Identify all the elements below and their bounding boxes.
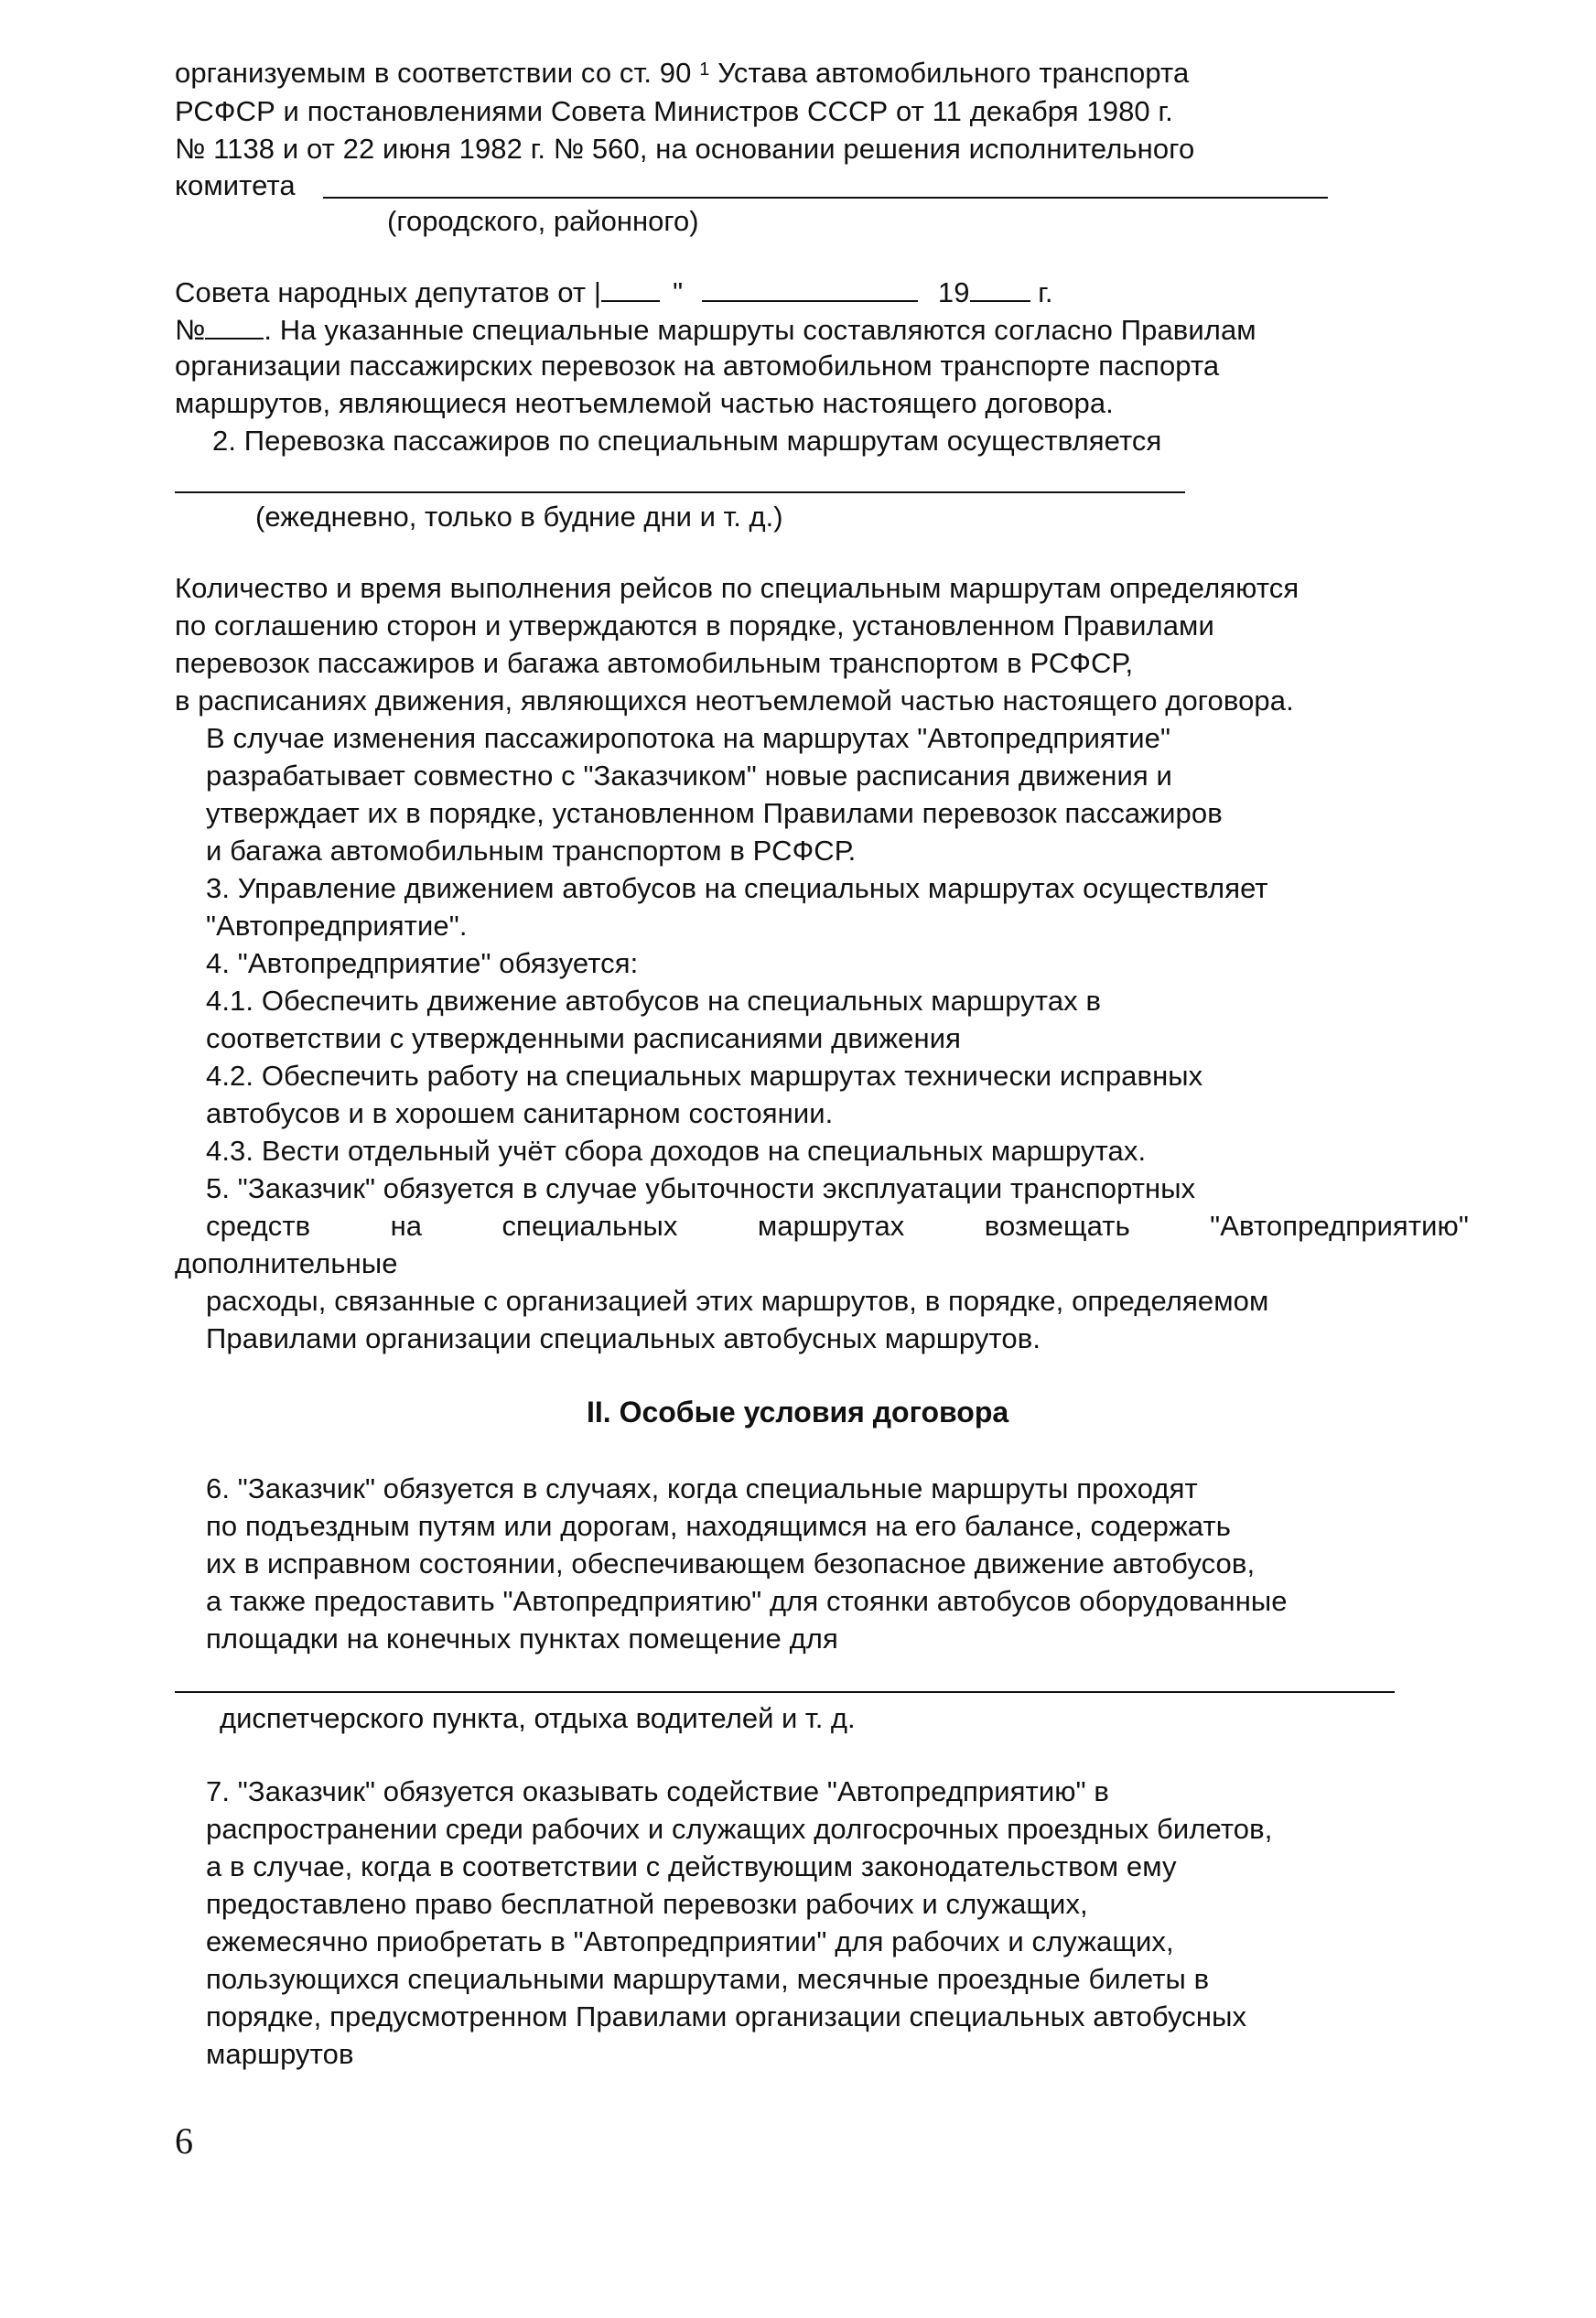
- text-line: 3. Управление движением автобусов на специальных маршрутах осуществляет: [206, 872, 1268, 904]
- page-number: 6: [175, 2120, 193, 2162]
- text-line: маршрутов: [206, 2038, 354, 2070]
- text-line: пользующихся специальными маршрутами, месячные проездные билеты в: [206, 1963, 1210, 1995]
- text-line: Правилами организации специальных автобусных маршрутов.: [206, 1322, 1041, 1354]
- text-line: в расписаниях движения, являющихся неотъемлемой частью настоящего договора.: [175, 685, 1294, 717]
- field-caption: (ежедневно, только в будние дни и т. д.): [255, 501, 783, 533]
- text-line: комитета: [175, 169, 296, 201]
- text-line: Количество и время выполнения рейсов по специальным маршрутам определяются: [175, 572, 1299, 604]
- text-line: порядке, предусмотренном Правилами организации специальных автобусных: [206, 2000, 1247, 2032]
- text-line: соответствии с утвержденными расписаниями движения: [206, 1022, 962, 1054]
- text-line: утверждает их в порядке, установленном Правилами перевозок пассажиров: [206, 797, 1223, 829]
- section-heading: II. Особые условия договора: [587, 1396, 1009, 1429]
- footnote-marker: 1: [699, 59, 710, 80]
- text-line: расходы, связанные с организацией этих маршрутов, в порядке, определяемом: [206, 1285, 1269, 1317]
- text-line: площадки на конечных пунктах помещение для: [206, 1623, 838, 1655]
- fill-in-line: [175, 491, 1185, 493]
- blank-year: [970, 273, 1030, 302]
- text-line: № . На указанные специальные маршруты составляются согласно Правилам: [175, 310, 1256, 349]
- text-line: по соглашению сторон и утверждаются в порядке, установленном Правилами: [175, 609, 1214, 641]
- blank-day: [601, 273, 660, 302]
- text-line: предоставлено право бесплатной перевозки рабочих и служащих,: [206, 1888, 1088, 1920]
- blank-number: [205, 310, 264, 340]
- text-line: 7. "Заказчик" обязуется оказывать содействие "Автопредприятию" в: [206, 1775, 1110, 1807]
- fill-in-line: [323, 197, 1328, 199]
- text-line: 4.2. Обеспечить работу на специальных маршрутах технически исправных: [206, 1060, 1203, 1092]
- text-line: а в случае, когда в соответствии с действующим законодательством ему: [206, 1850, 1177, 1882]
- text-line: В случае изменения пассажиропотока на маршрутах "Автопредприятие": [206, 722, 1171, 754]
- text-line: ежемесячно приобретать в "Автопредприятии" для рабочих и служащих,: [206, 1925, 1174, 1957]
- text-line: организуемым в соответствии со ст. 90 $^1$ Устава автомобильного транспорта: [175, 57, 1190, 89]
- text-line: по подъездным путям или дорогам, находящимся на его балансе, содержать: [206, 1510, 1232, 1542]
- text-line: 2. Перевозка пассажиров по специальным маршрутам осуществляется: [212, 425, 1162, 457]
- text-line: Совета народных депутатов от | " 19 г.: [175, 273, 1053, 311]
- text-line: 4.3. Вести отдельный учёт сбора доходов на специальных маршрутах.: [206, 1135, 1147, 1167]
- text-line: № 1138 и от 22 июня 1982 г. № 560, на основании решения исполнительного: [175, 133, 1195, 165]
- fill-in-line: [175, 1691, 1395, 1693]
- text-line: а также предоставить "Автопредприятию" для стоянки автобусов оборудованные: [206, 1585, 1288, 1617]
- text-line: 4.1. Обеспечить движение автобусов на специальных маршрутах в: [206, 985, 1102, 1017]
- text-line: маршрутов, являющиеся неотъемлемой частью настоящего договора.: [175, 387, 1114, 419]
- text-line: 6. "Заказчик" обязуется в случаях, когда специальные маршруты проходят: [206, 1472, 1198, 1504]
- text-line: распространении среди рабочих и служащих долгосрочных проездных билетов,: [206, 1813, 1273, 1845]
- text-line: организации пассажирских перевозок на автомобильном транспорте паспорта: [175, 350, 1220, 382]
- text-line: разрабатывает совместно с "Заказчиком" новые расписания движения и: [206, 760, 1172, 792]
- text-line: перевозок пассажиров и багажа автомобильным транспортом в РСФСР,: [175, 647, 1134, 679]
- text-line: автобусов и в хорошем санитарном состоянии.: [206, 1097, 834, 1129]
- text-line: их в исправном состоянии, обеспечивающем безопасное движение автобусов,: [206, 1547, 1256, 1579]
- text-line: 5. "Заказчик" обязуется в случае убыточности эксплуатации транспортных: [206, 1172, 1196, 1204]
- field-caption: (городского, районного): [387, 205, 699, 237]
- text-line: "Автопредприятие".: [206, 910, 468, 942]
- field-caption: диспетчерского пункта, отдыха водителей и т. д.: [220, 1702, 856, 1734]
- text-line: и багажа автомобильным транспортом в РСФСР.: [206, 835, 857, 867]
- blank-month: [702, 273, 918, 302]
- text-line: дополнительные: [175, 1247, 398, 1279]
- text-line: РСФСР и постановлениями Совета Министров СССР от 11 декабря 1980 г.: [175, 95, 1173, 127]
- justified-line: средств на специальных маршрутах возмещать "Автопредприятию": [206, 1210, 1469, 1242]
- text-line: 4. "Автопредприятие" обязуется:: [206, 947, 639, 979]
